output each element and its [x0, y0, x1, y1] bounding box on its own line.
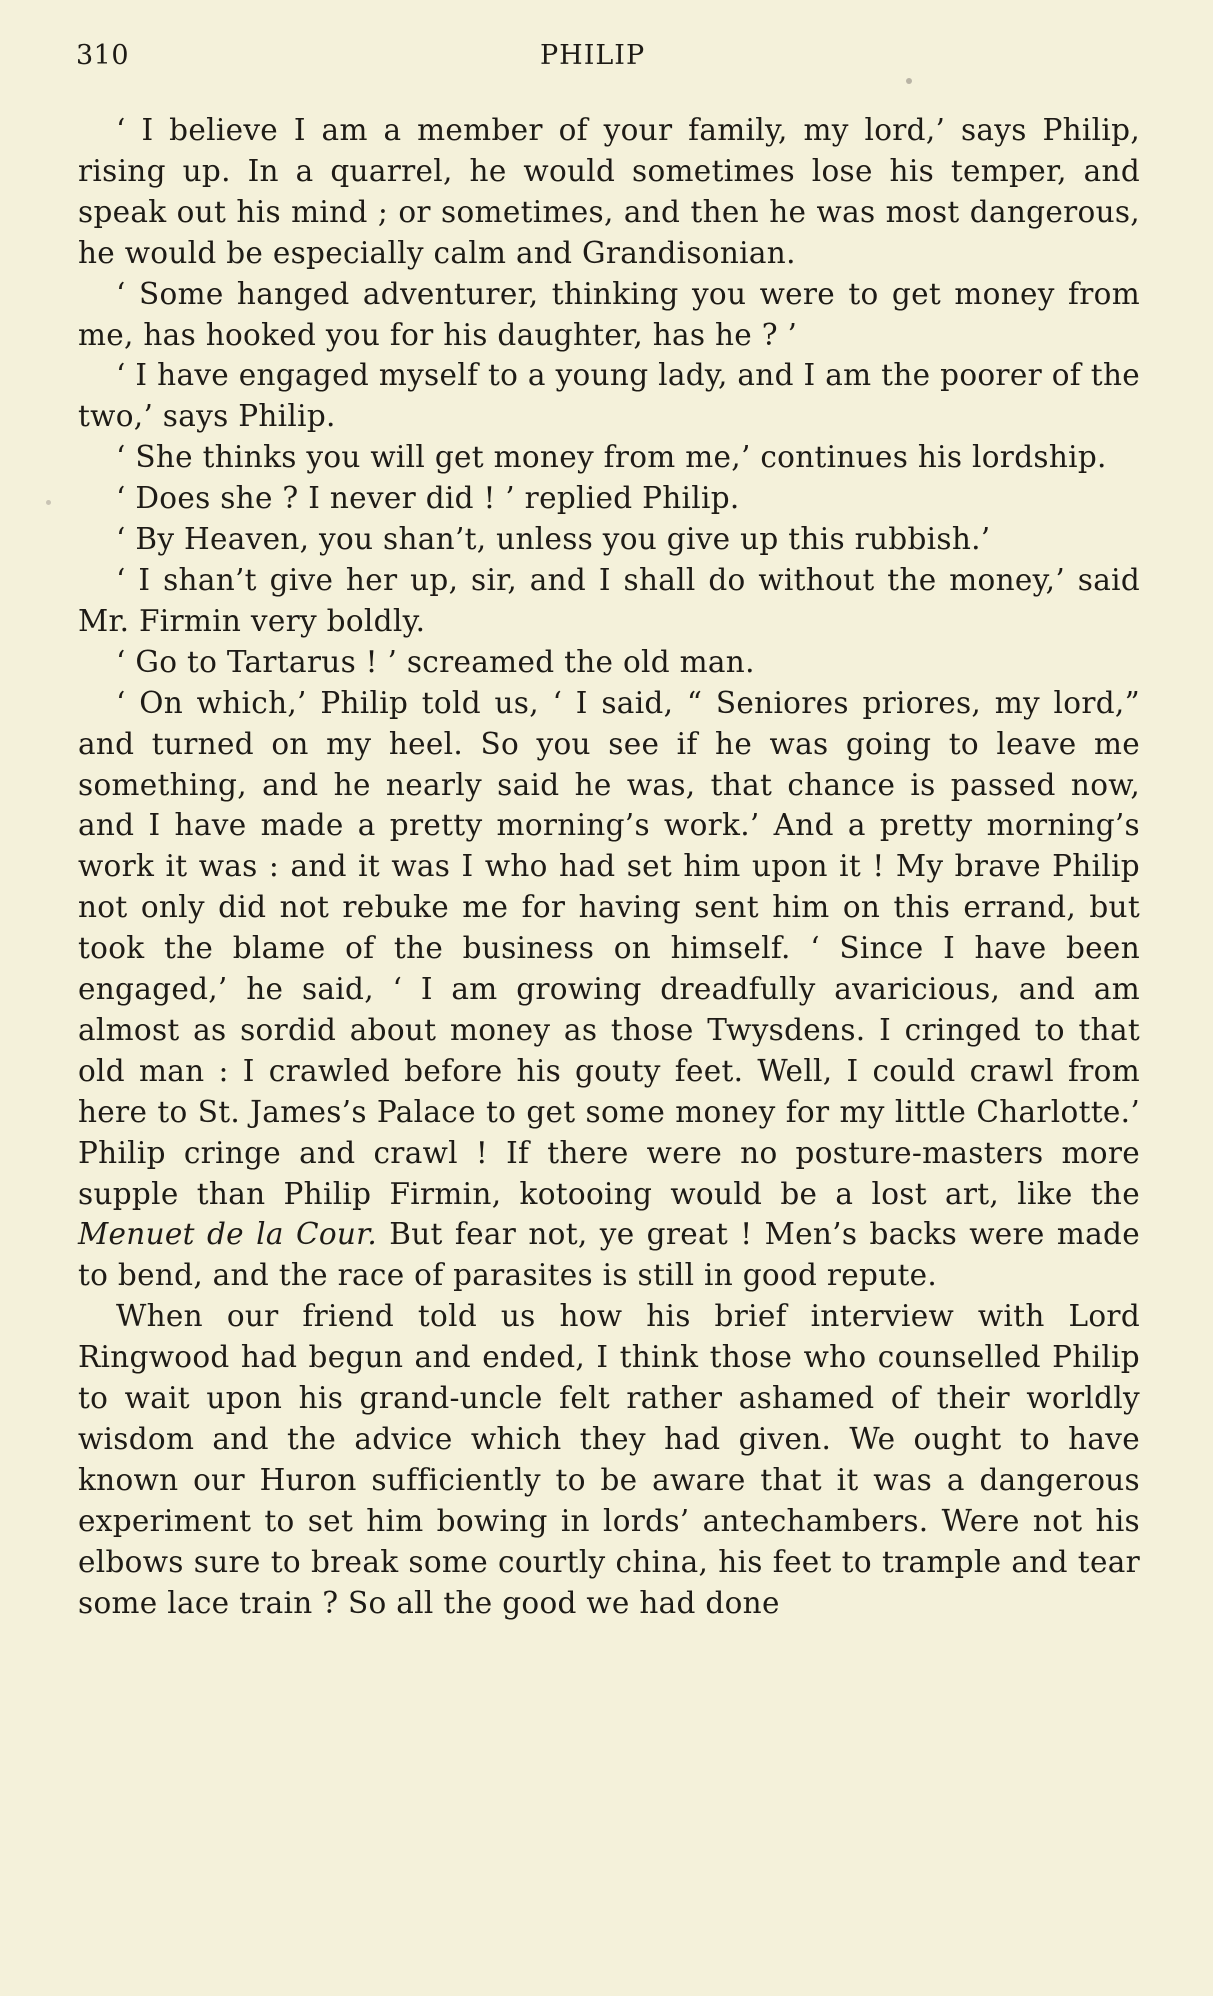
- page-header: [76, 40, 1146, 80]
- paragraph: ‘ I have engaged myself to a young lady, and I am the poorer of the two,’ says Philip.: [78, 358, 1140, 434]
- print-speck: [46, 500, 51, 505]
- italic-title: Menuet de la Cour.: [78, 1217, 378, 1252]
- paragraph: [78, 683, 1140, 1297]
- paragraph: ‘ Some hanged adventurer, thinking you were to get money from me, has hooked you for his daughter, has he ? ’: [78, 276, 1140, 352]
- print-speck: [906, 78, 912, 84]
- paragraph: ‘ Go to Tartarus ! ’ screamed the old man.: [116, 644, 755, 679]
- paragraph: ‘ I believe I am a member of your family, my lord,’ says Philip, rising up. In a quarrel, he would sometimes lose his temper, and speak out his mind ; or sometimes, and then he was most dangerous, he would be especially calm and Grandisonian.: [78, 113, 1140, 270]
- running-head: PHILIP: [540, 40, 646, 71]
- paragraph: ‘ She thinks you will get money from me,’ continues his lordship.: [116, 440, 1107, 475]
- paragraph: ‘ I shan’t give her up, sir, and I shall do without the money,’ said Mr. Firmin very boldly.: [78, 562, 1140, 638]
- paragraph-text: But fear not, ye great ! Men’s backs were made to bend, and the race of parasites is still in good repute.: [78, 1217, 1140, 1293]
- paragraph: ‘ Does she ? I never did ! ’ replied Philip.: [116, 481, 740, 516]
- page-number: 310: [76, 40, 130, 71]
- paragraph: When our friend told us how his brief interview with Lord Ringwood had begun and ended, I think those who counselled Philip to wait upon his grand-uncle felt rather ashamed of their worldly wisdom and the advice which they had given. We ought to have known our Huron sufficiently to be aware that it was a dangerous experiment to set him bowing in lords’ antechambers. Were not his elbows sure to break some courtly china, his feet to trample and tear some lace train ? So all the good we had done: [78, 1299, 1140, 1620]
- paragraph-text: ‘ On which,’ Philip told us, ‘ I said, “ Seniores priores, my lord,” and turned on my heel. So you see if he was going to leave me something, and he nearly said he was, that chance is passed now, and I have made a pretty morning’s work.’ And a pretty morning’s work it was : and it was I who had set him upon it ! My brave Philip not only did not rebuke me for having sent him on this errand, but took the blame of the business on himself. ‘ Since I have been engaged,’ he said, ‘ I am growing dreadfully avaricious, and am almost as sordid about money as those Twysdens. I cringed to that old man : I crawled before his gouty feet. Well, I could crawl from here to St. James’s Palace to get some money for my little Charlotte.’ Philip cringe and crawl ! If there were no posture-masters more supple than Philip Firmin, kotooing would be a lost art, like the: [78, 685, 1140, 1211]
- paragraph: ‘ By Heaven, you shan’t, unless you give up this rubbish.’: [116, 522, 991, 557]
- body-text: [78, 110, 1140, 1624]
